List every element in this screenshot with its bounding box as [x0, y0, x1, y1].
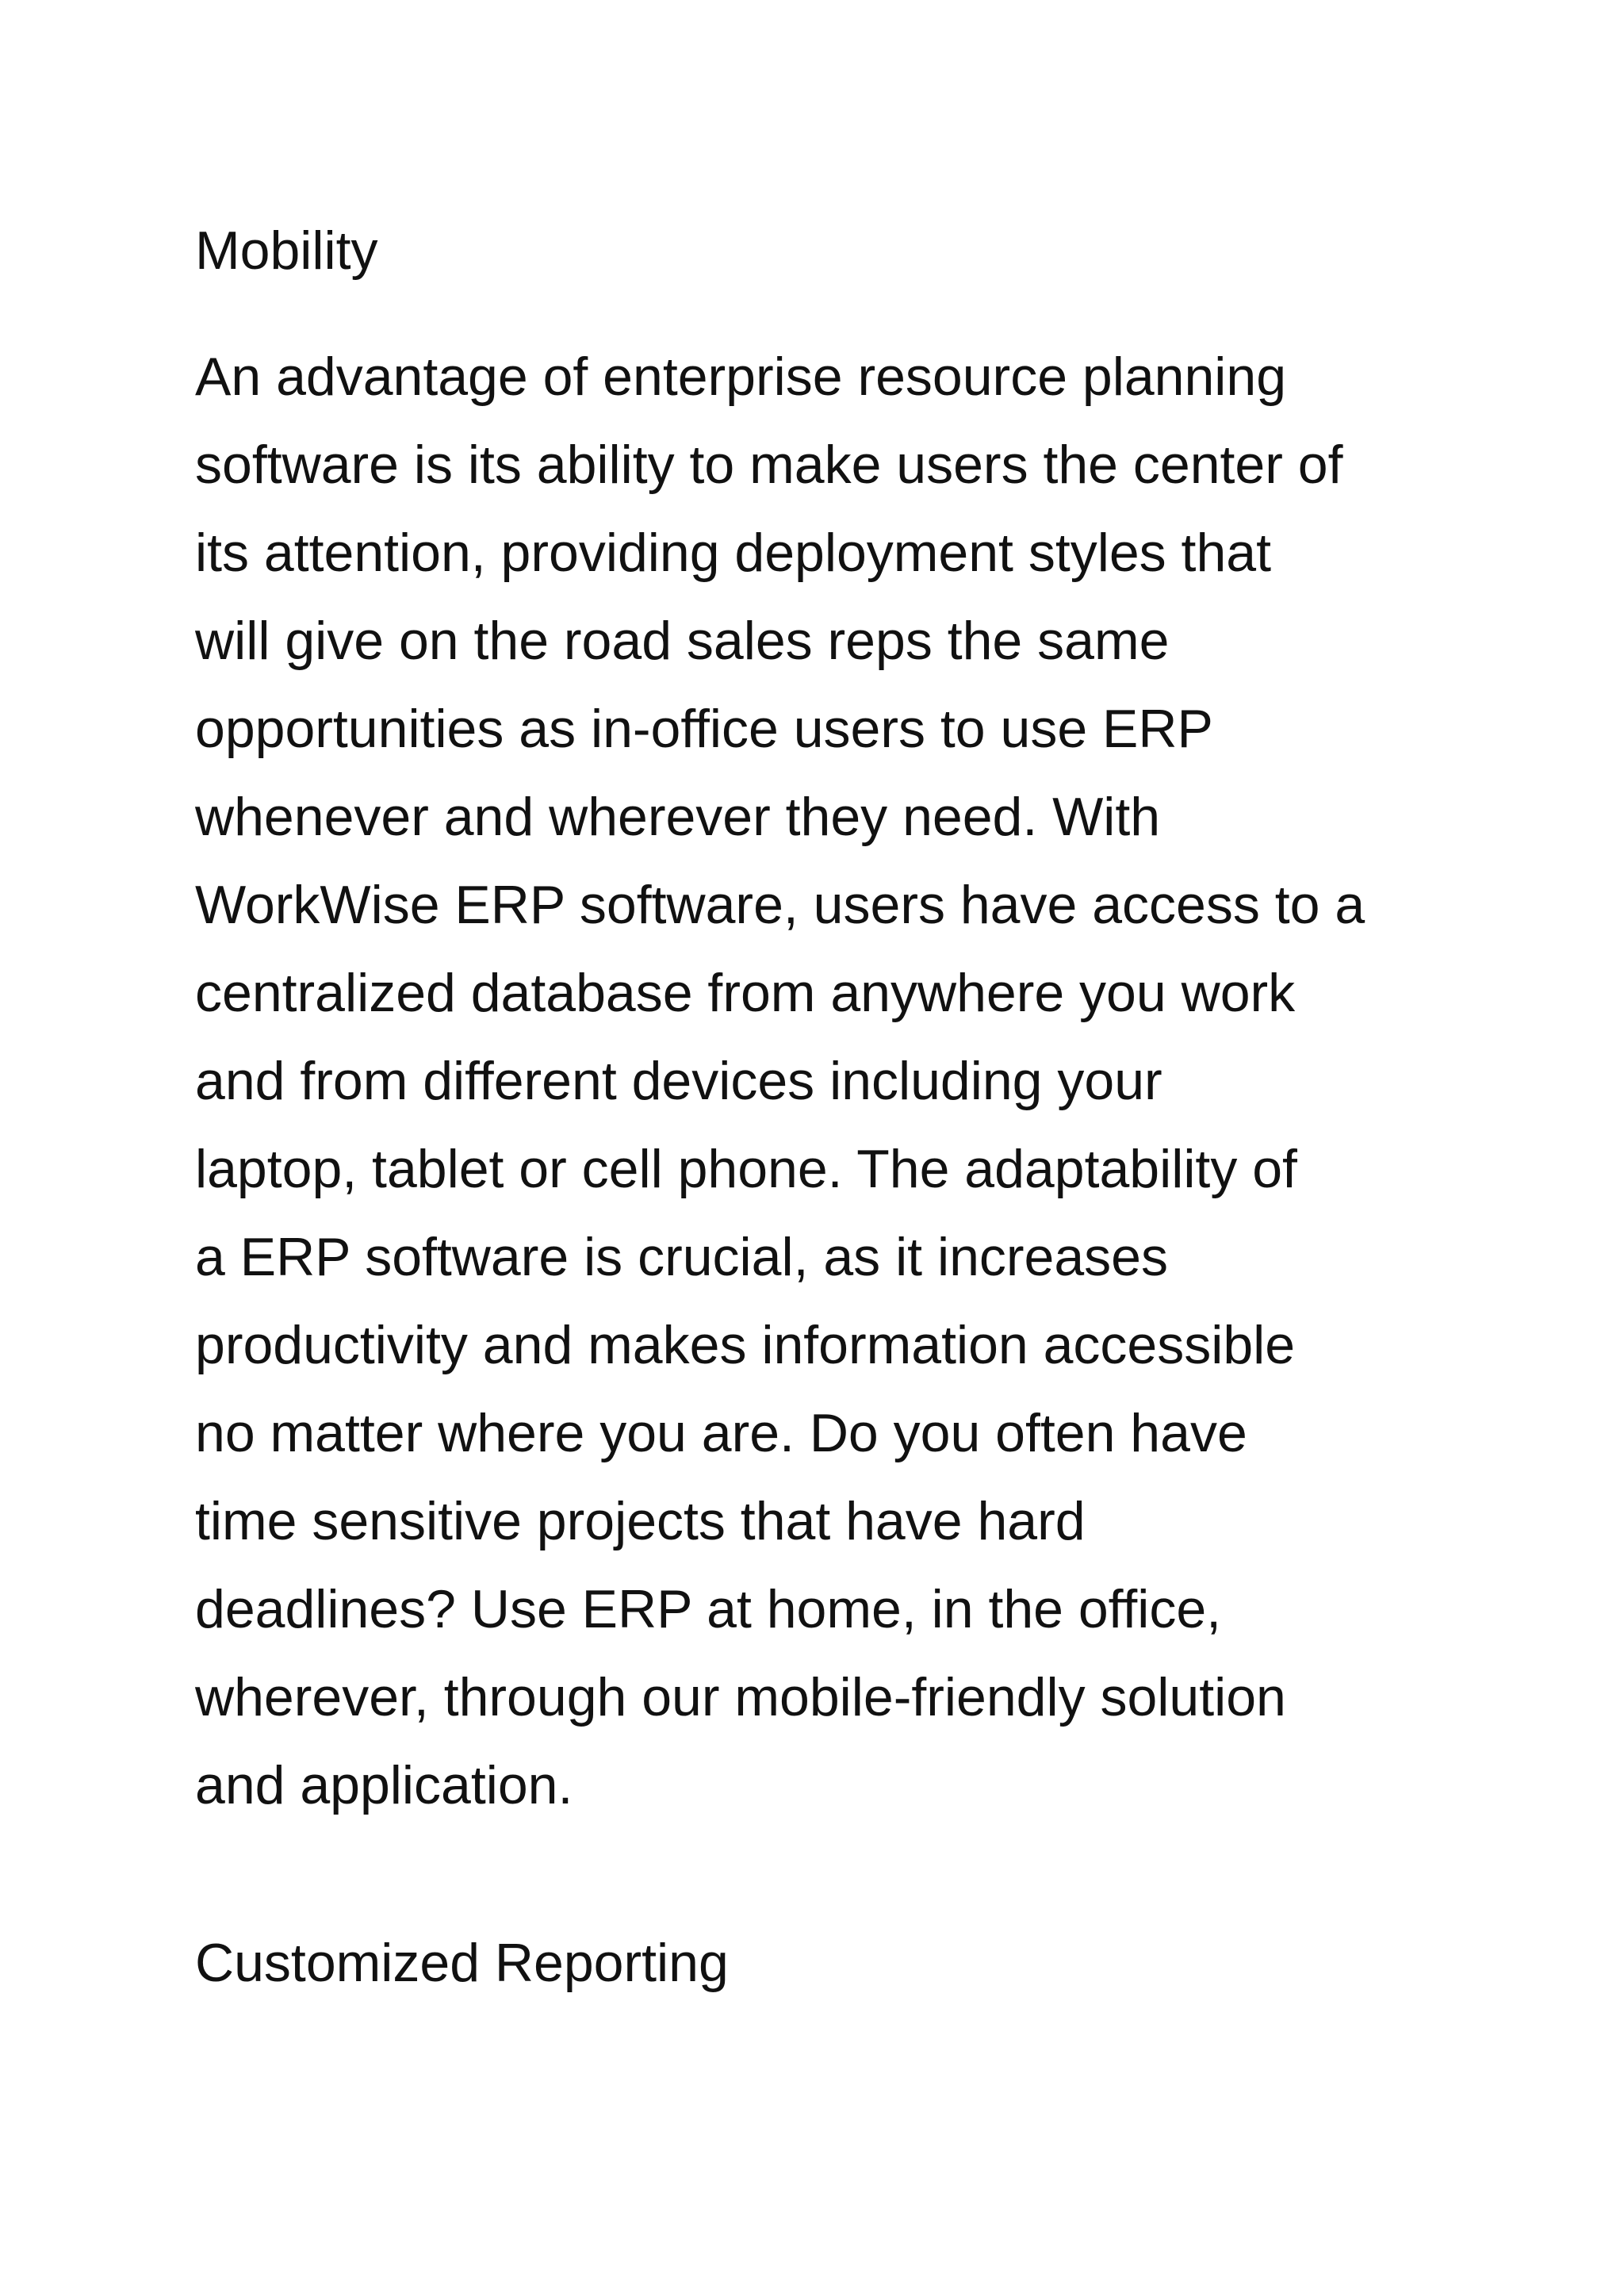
paragraph-line: and application.	[195, 1755, 573, 1815]
paragraph-line: whenever and wherever they need. With	[195, 787, 1161, 847]
section-heading-customized-reporting: Customized Reporting	[195, 1933, 729, 1993]
section-heading-mobility: Mobility	[195, 220, 378, 281]
paragraph-line: will give on the road sales reps the same	[195, 611, 1170, 671]
mobility-paragraph	[195, 333, 1496, 1830]
paragraph-line: productivity and makes information accessible	[195, 1315, 1296, 1375]
paragraph-line: time sensitive projects that have hard	[195, 1491, 1086, 1551]
paragraph-line: no matter where you are. Do you often have	[195, 1403, 1247, 1463]
paragraph-line: centralized database from anywhere you work	[195, 963, 1296, 1023]
paragraph-line: deadlines? Use ERP at home, in the office,	[195, 1579, 1222, 1639]
paragraph-line: An advantage of enterprise resource planning	[195, 347, 1287, 407]
paragraph-line: and from different devices including your	[195, 1051, 1162, 1111]
paragraph-line: WorkWise ERP software, users have access to a	[195, 875, 1365, 935]
paragraph-line: laptop, tablet or cell phone. The adaptability of	[195, 1139, 1297, 1199]
paragraph-line: software is its ability to make users the center of	[195, 435, 1343, 495]
paragraph-line: wherever, through our mobile-friendly solution	[195, 1667, 1286, 1727]
paragraph-line: its attention, providing deployment styles that	[195, 523, 1271, 583]
paragraph-line: opportunities as in-office users to use ERP	[195, 699, 1213, 759]
paragraph-line: a ERP software is crucial, as it increases	[195, 1227, 1168, 1287]
